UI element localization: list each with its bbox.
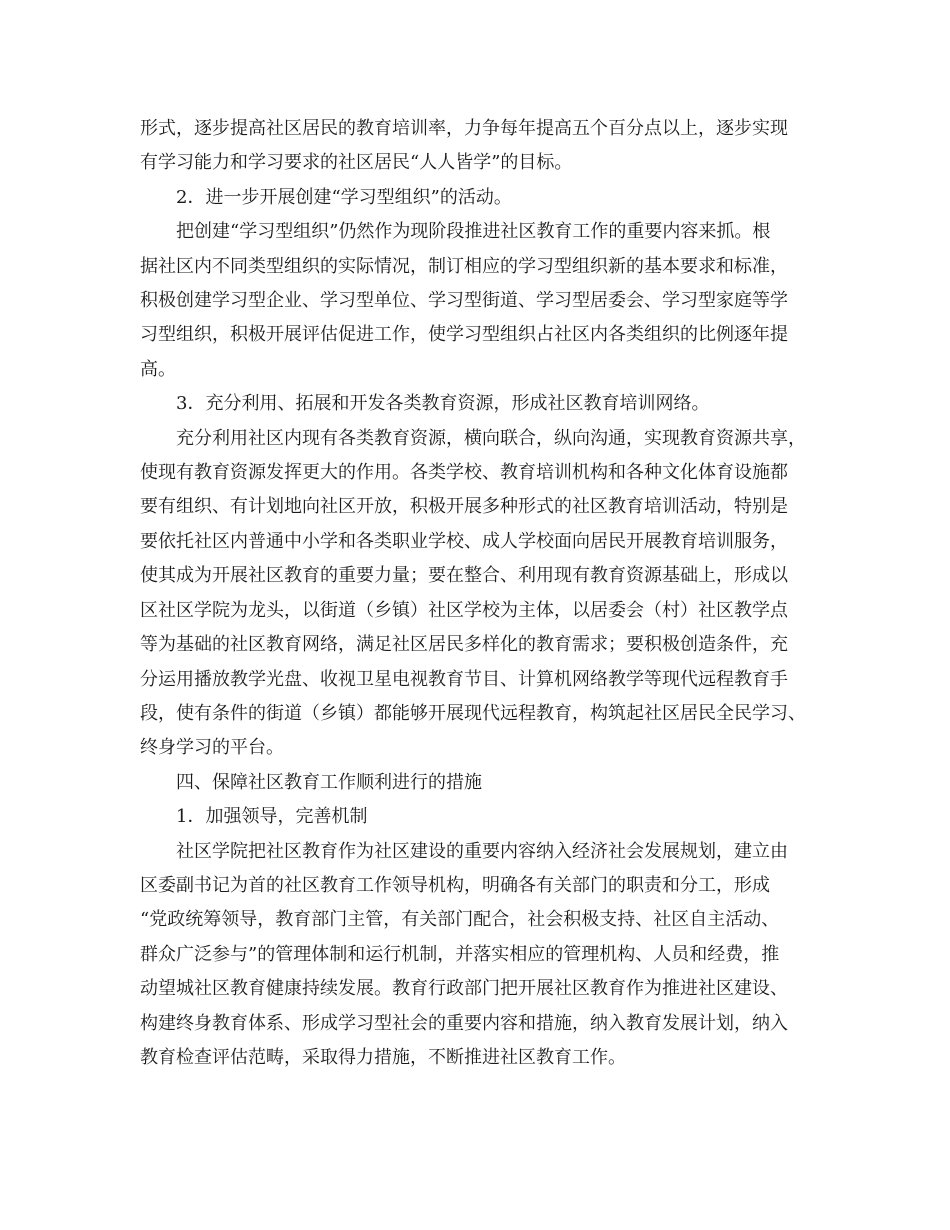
text-line: 段，使有条件的街道（乡镇）都能够开展现代远程教育，构筑起社区居民全民学习、 bbox=[140, 702, 806, 724]
text-line: 构建终身教育体系、形成学习型社会的重要内容和措施，纳入教育发展计划，纳入 bbox=[140, 1012, 788, 1034]
text-line: 积极创建学习型企业、学习型单位、学习型街道、学习型居委会、学习型家庭等学 bbox=[140, 290, 788, 312]
text-line: 社区学院把社区教育作为社区建设的重要内容纳入经济社会发展规划，建立由 bbox=[176, 840, 788, 862]
text-line: 形式，逐步提高社区居民的教育培训率，力争每年提高五个百分点以上，逐步实现 bbox=[140, 118, 788, 139]
paragraph bbox=[140, 215, 830, 387]
document-body bbox=[140, 112, 830, 1075]
text-line: 使其成为开展社区教育的重要力量；要在整合、利用现有教育资源基础上，形成以 bbox=[140, 565, 788, 587]
text-line: 区委副书记为首的社区教育工作领导机构，明确各有关部门的职责和分工，形成 bbox=[140, 874, 770, 896]
text-line: 有学习能力和学习要求的社区居民“人人皆学”的目标。 bbox=[140, 152, 573, 174]
paragraph bbox=[140, 800, 830, 834]
text-line: 区社区学院为龙头，以街道（乡镇）社区学校为主体，以居委会（村）社区教学点 bbox=[140, 599, 788, 621]
text-line: 动望城社区教育健康持续发展。教育行政部门把开展社区教育作为推进社区建设、 bbox=[140, 978, 788, 1000]
paragraph bbox=[140, 835, 830, 1076]
text-line: 分运用播放教学光盘、收视卫星电视教育节目、计算机网络教学等现代远程教育手 bbox=[140, 668, 788, 690]
text-line: 习型组织，积极开展评估促进工作，使学习型组织占社区内各类组织的比例逐年提 bbox=[140, 324, 788, 346]
text-line: 3．充分利用、拓展和开发各类教育资源，形成社区教育培训网络。 bbox=[176, 393, 710, 415]
text-line: 四、保障社区教育工作顺利进行的措施 bbox=[176, 771, 482, 793]
text-line: 高。 bbox=[140, 358, 176, 380]
paragraph bbox=[140, 422, 830, 766]
text-line: 使现有教育资源发挥更大的作用。各类学校、教育培训机构和各种文化体育设施都 bbox=[140, 462, 788, 484]
text-line: 群众广泛参与”的管理体制和运行机制，并落实相应的管理机构、人员和经费，推 bbox=[140, 943, 780, 965]
text-line: 2．进一步开展创建“学习型组织”的活动。 bbox=[176, 186, 512, 208]
text-line: 等为基础的社区教育网络，满足社区居民多样化的教育需求；要积极创造条件，充 bbox=[140, 634, 788, 656]
text-line: 教育检查评估范畴，采取得力措施，不断推进社区教育工作。 bbox=[140, 1046, 626, 1068]
text-line: 要有组织、有计划地向社区开放，积极开展多种形式的社区教育培训活动，特别是 bbox=[140, 496, 788, 518]
paragraph bbox=[140, 766, 830, 800]
text-line: 1．加强领导，完善机制 bbox=[176, 806, 368, 828]
text-line: 终身学习的平台。 bbox=[140, 737, 284, 759]
paragraph bbox=[140, 387, 830, 421]
text-line: “党政统筹领导，教育部门主管，有关部门配合，社会积极支持、社区自主活动、 bbox=[140, 909, 780, 931]
text-line: 据社区内不同类型组织的实际情况，制订相应的学习型组织新的基本要求和标准， bbox=[140, 255, 788, 277]
paragraph bbox=[140, 112, 830, 181]
text-line: 把创建“学习型组织”仍然作为现阶段推进社区教育工作的重要内容来抓。根 bbox=[176, 221, 771, 243]
text-line: 要依托社区内普通中小学和各类职业学校、成人学校面向居民开展教育培训服务， bbox=[140, 530, 788, 552]
paragraph bbox=[140, 181, 830, 215]
text-line: 充分利用社区内现有各类教育资源，横向联合，纵向沟通，实现教育资源共享， bbox=[176, 427, 806, 449]
